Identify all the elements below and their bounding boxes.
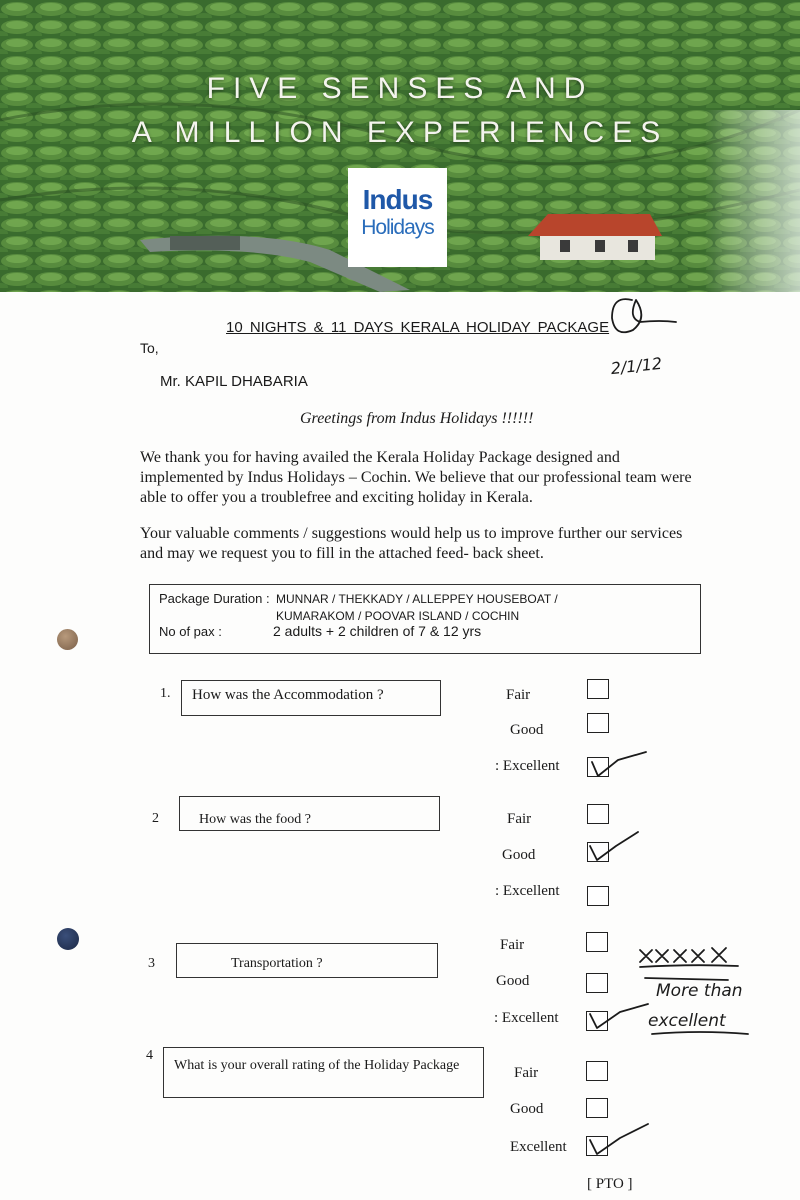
pax-label: No of pax : (159, 624, 222, 639)
headline-line1: FIVE SENSES AND (206, 72, 594, 105)
scribble-mark (640, 948, 726, 962)
indus-holidays-logo (348, 168, 447, 267)
question-number: 3 (148, 956, 155, 971)
good-checkbox[interactable] (586, 973, 608, 993)
question-box (181, 680, 441, 716)
handwritten-comment-line2: excellent (648, 1011, 726, 1031)
excellent-checkbox[interactable] (587, 757, 609, 777)
option-label: Excellent (510, 1139, 567, 1155)
fair-checkbox[interactable] (587, 804, 609, 824)
paragraph-request: Your valuable comments / suggestions would help us to improve further our services and may we request you to fill in the attached feed- back sheet. (140, 525, 683, 562)
question-number: 2 (152, 811, 159, 826)
headline-line2: A MILLION EXPERIENCES (131, 116, 669, 149)
option-label: Fair (507, 811, 532, 827)
option-label: Good (502, 847, 536, 863)
salutation-to: To, (140, 340, 159, 356)
excellent-checkbox[interactable] (586, 1011, 608, 1031)
greeting: Greetings from Indus Holidays !!!!!! (300, 410, 534, 427)
pax-value: 2 adults + 2 children of 7 & 12 yrs (273, 623, 482, 639)
question-number: 1. (160, 686, 171, 701)
package-title: 10 NIGHTS & 11 DAYS KERALA HOLIDAY PACKAGE (226, 319, 610, 336)
option-label: Fair (506, 687, 531, 703)
punch-hole-dot (57, 928, 79, 950)
fair-checkbox[interactable] (587, 679, 609, 699)
handwritten-comment-line1: More than (656, 981, 743, 1001)
handwritten-date: 2/1/12 (609, 353, 663, 379)
logo-text-holidays: Holidays (361, 216, 434, 239)
question-text: What is your overall rating of the Holiday Package (174, 1058, 460, 1073)
fair-checkbox[interactable] (586, 1061, 608, 1081)
option-label: Fair (514, 1065, 539, 1081)
excellent-checkbox[interactable] (586, 1136, 608, 1156)
logo-text-indus: Indus (362, 184, 433, 215)
good-checkbox[interactable] (586, 1098, 608, 1118)
option-label: : Excellent (495, 883, 560, 899)
question-text: How was the food ? (199, 812, 311, 827)
question-box (176, 943, 438, 978)
option-label: : Excellent (494, 1010, 559, 1026)
option-label: Good (496, 973, 530, 989)
pto-note: [ PTO ] (587, 1176, 633, 1192)
duration-line1: MUNNAR / THEKKADY / ALLEPPEY HOUSEBOAT / (276, 592, 558, 606)
question-text: How was the Accommodation ? (192, 687, 384, 703)
duration-value (276, 591, 558, 625)
duration-label: Package Duration : (159, 591, 270, 606)
punch-hole-dot (57, 629, 78, 650)
excellent-checkbox[interactable] (587, 886, 609, 906)
cottage-shape (528, 214, 662, 260)
question-number: 4 (146, 1048, 153, 1063)
question-text: Transportation ? (231, 956, 323, 971)
good-checkbox[interactable] (587, 713, 609, 733)
recipient-name: Mr. KAPIL DHABARIA (160, 373, 308, 390)
good-checkbox[interactable] (587, 842, 609, 862)
option-label: : Excellent (495, 758, 560, 774)
signature-mark (612, 299, 676, 332)
question-box (163, 1047, 484, 1098)
option-label: Good (510, 722, 544, 738)
package-details-box (149, 584, 701, 654)
paragraph-thanks: We thank you for having availed the Kerala Holiday Package designed and implemented by Indus Holidays – Cochin. We believe that our professional team were able to offer you a troublefree and exciting holiday in Kerala. (140, 449, 692, 506)
option-label: Good (510, 1101, 544, 1117)
duration-line2: KUMARAKOM / POOVAR ISLAND / COCHIN (276, 609, 520, 623)
question-box (179, 796, 440, 831)
fair-checkbox[interactable] (586, 932, 608, 952)
header-banner (0, 0, 800, 292)
option-label: Fair (500, 937, 525, 953)
